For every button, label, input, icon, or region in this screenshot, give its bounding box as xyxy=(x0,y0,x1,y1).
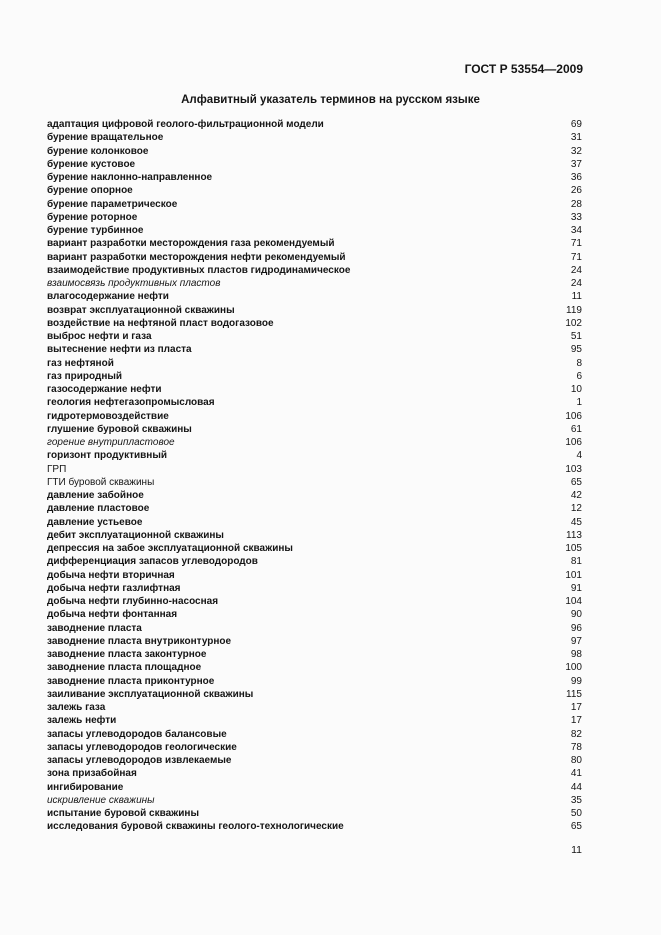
index-term: депрессия на забое эксплуатационной скважины xyxy=(47,543,293,554)
index-page-ref: 11 xyxy=(571,291,582,303)
index-entry xyxy=(47,463,582,476)
index-entry xyxy=(47,224,582,237)
index-term: бурение вращательное xyxy=(47,132,164,144)
index-page-ref: 69 xyxy=(570,119,582,130)
index-entry xyxy=(47,569,582,582)
index-term: газ природный xyxy=(47,370,123,382)
index-entry xyxy=(47,688,582,701)
index-page-ref: 81 xyxy=(570,556,582,568)
index-term: залежь нефти xyxy=(47,715,117,727)
index-term: добыча нефти фонтанная xyxy=(47,609,178,621)
index-page-ref: 82 xyxy=(570,728,582,740)
index-term: запасы углеводородов балансовые xyxy=(47,728,227,740)
index-term: зона призабойная xyxy=(47,768,137,780)
index-page-ref: 4 xyxy=(576,450,582,462)
index-entry xyxy=(47,622,582,635)
index-page-ref: 78 xyxy=(570,741,582,753)
index-entry xyxy=(47,754,582,767)
index-entry xyxy=(47,741,582,754)
index-page-ref: 24 xyxy=(570,278,582,289)
index-page-ref: 61 xyxy=(570,423,582,435)
index-entry xyxy=(47,145,582,158)
index-entry xyxy=(47,542,582,555)
index-term: бурение кустовое xyxy=(47,158,136,170)
index-page-ref: 65 xyxy=(570,476,582,488)
index-entry xyxy=(47,436,582,449)
index-page-ref: 44 xyxy=(570,781,582,793)
index-page-ref: 33 xyxy=(570,211,582,223)
index-page-ref: 113 xyxy=(566,529,582,541)
index-term: вариант разработки месторождения газа рекомендуемый xyxy=(47,238,335,250)
index-entry xyxy=(47,781,582,794)
index-term: взаимосвязь продуктивных пластов xyxy=(47,278,221,289)
index-page-ref: 103 xyxy=(565,463,582,475)
index-entry xyxy=(47,529,582,542)
index-page-ref: 34 xyxy=(570,225,582,236)
index-entry xyxy=(47,476,582,489)
index-page-ref: 45 xyxy=(570,516,582,528)
index-entry xyxy=(47,502,582,515)
index-page-ref: 119 xyxy=(566,304,582,316)
index-term: взаимодействие продуктивных пластов гидродинамическое xyxy=(47,264,351,276)
index-term: горизонт продуктивный xyxy=(47,450,168,462)
index-entry xyxy=(47,582,582,595)
index-entry xyxy=(47,290,582,303)
index-page-ref: 102 xyxy=(565,317,582,329)
index-page-ref: 8 xyxy=(576,357,582,369)
index-page-ref: 99 xyxy=(570,675,582,687)
index-entry xyxy=(47,807,582,820)
index-page-ref: 71 xyxy=(570,251,582,263)
index-entry xyxy=(47,449,582,462)
index-page-ref: 41 xyxy=(570,768,582,780)
index-entry xyxy=(47,370,582,383)
index-term: адаптация цифровой геолого-фильтрационной модели xyxy=(47,119,324,130)
index-page-ref: 80 xyxy=(570,755,582,766)
index-term: заводнение пласта законтурное xyxy=(47,649,207,660)
index-term: добыча нефти вторичная xyxy=(47,569,175,581)
index-term: добыча нефти глубинно-насосная xyxy=(47,596,219,607)
index-page-ref: 51 xyxy=(570,331,582,342)
index-entry xyxy=(47,423,582,436)
index-page-ref: 65 xyxy=(570,821,582,833)
index-page-ref: 6 xyxy=(576,370,582,382)
index-term: вытеснение нефти из пласта xyxy=(47,344,192,356)
index-page-ref: 71 xyxy=(570,238,582,250)
index-entry xyxy=(47,516,582,529)
index-term: газ нефтяной xyxy=(47,357,114,369)
index-term: глушение буровой скважины xyxy=(47,423,192,435)
index-term: бурение параметрическое xyxy=(47,198,178,210)
index-entry xyxy=(47,675,582,688)
index-entry xyxy=(47,383,582,396)
index-term: заводнение пласта xyxy=(47,622,142,634)
index-entry xyxy=(47,277,582,290)
index-entry xyxy=(47,608,582,621)
index-entry xyxy=(47,701,582,714)
index-entry xyxy=(47,635,582,648)
index-entry xyxy=(47,555,582,568)
index-entry xyxy=(47,396,582,409)
index-entry xyxy=(47,158,582,171)
index-entry xyxy=(47,330,582,343)
index-entry xyxy=(47,794,582,807)
index-page-ref: 31 xyxy=(570,132,582,144)
index-entry xyxy=(47,767,582,780)
index-entry xyxy=(47,251,582,264)
index-term: газосодержание нефти xyxy=(47,384,162,395)
index-entry xyxy=(47,304,582,317)
index-term: дебит эксплуатационной скважины xyxy=(47,529,224,541)
index-page-ref: 17 xyxy=(570,715,582,727)
index-term: давление забойное xyxy=(47,490,144,501)
index-entry xyxy=(47,198,582,211)
index-term: давление устьевое xyxy=(47,516,143,528)
index-page-ref: 97 xyxy=(570,635,582,647)
index-page-ref: 1 xyxy=(576,397,582,409)
index-page-ref: 35 xyxy=(570,794,582,806)
index-entry xyxy=(47,489,582,502)
index-page-ref: 36 xyxy=(570,172,582,183)
index-entry xyxy=(47,343,582,356)
index-term: запасы углеводородов извлекаемые xyxy=(47,755,232,766)
index-entry xyxy=(47,661,582,674)
index-page-ref: 98 xyxy=(570,649,582,660)
index-page-ref: 106 xyxy=(565,437,582,448)
index-entry xyxy=(47,595,582,608)
index-term: бурение наклонно-направленное xyxy=(47,172,213,183)
index-entry xyxy=(47,171,582,184)
index-entry xyxy=(47,648,582,661)
page-title: Алфавитный указатель терминов на русском языке xyxy=(181,94,480,106)
index-page-ref: 105 xyxy=(565,543,582,554)
index-term: заиливание эксплуатационной скважины xyxy=(47,688,254,700)
index-page-ref: 115 xyxy=(566,688,582,700)
term-index xyxy=(47,118,582,834)
index-entry xyxy=(47,264,582,277)
index-term: заводнение пласта внутриконтурное xyxy=(47,635,232,647)
index-term: бурение колонковое xyxy=(47,145,149,157)
index-term: влагосодержание нефти xyxy=(47,291,169,303)
index-page-ref: 91 xyxy=(570,582,582,594)
index-page-ref: 37 xyxy=(570,158,582,170)
index-term: бурение опорное xyxy=(47,185,133,197)
index-term: ГРП xyxy=(47,463,67,475)
index-page-ref: 50 xyxy=(570,808,582,819)
index-term: бурение роторное xyxy=(47,211,138,223)
index-term: ГТИ буровой скважины xyxy=(47,476,155,488)
index-term: залежь газа xyxy=(47,702,106,713)
index-page-ref: 100 xyxy=(565,662,582,674)
index-entry xyxy=(47,317,582,330)
index-term: давление пластовое xyxy=(47,503,150,515)
index-term: гидротермовоздействие xyxy=(47,410,169,422)
index-page-ref: 12 xyxy=(570,503,582,515)
index-term: геология нефтегазопромысловая xyxy=(47,397,215,409)
index-page-ref: 90 xyxy=(570,609,582,621)
index-page-ref: 17 xyxy=(570,702,582,713)
index-term: дифференциация запасов углеводородов xyxy=(47,556,258,568)
index-term: запасы углеводородов геологические xyxy=(47,741,237,753)
index-page-ref: 26 xyxy=(570,185,582,197)
index-entry xyxy=(47,357,582,370)
index-entry xyxy=(47,131,582,144)
document-code: ГОСТ Р 53554—2009 xyxy=(464,62,583,76)
index-page-ref: 24 xyxy=(570,264,582,276)
index-term: бурение турбинное xyxy=(47,225,144,236)
index-entry xyxy=(47,118,582,131)
index-term: искривление скважины xyxy=(47,794,155,806)
index-term: горение внутрипластовое xyxy=(47,437,175,448)
index-page-ref: 10 xyxy=(570,384,582,395)
index-term: выброс нефти и газа xyxy=(47,331,152,342)
index-page-ref: 96 xyxy=(570,622,582,634)
index-entry xyxy=(47,184,582,197)
index-page-ref: 101 xyxy=(565,569,582,581)
index-entry xyxy=(47,237,582,250)
index-term: заводнение пласта приконтурное xyxy=(47,675,215,687)
index-page-ref: 32 xyxy=(570,145,582,157)
index-term: воздействие на нефтяной пласт водогазовое xyxy=(47,317,274,329)
index-entry xyxy=(47,410,582,423)
index-term: возврат эксплуатационной скважины xyxy=(47,304,235,316)
index-term: исследования буровой скважины геолого-технологические xyxy=(47,821,344,833)
index-page-ref: 106 xyxy=(565,410,582,422)
index-page-ref: 104 xyxy=(565,596,582,607)
index-entry xyxy=(47,714,582,727)
index-entry xyxy=(47,820,582,833)
page-number: 11 xyxy=(571,844,582,856)
index-page-ref: 42 xyxy=(570,490,582,501)
index-term: добыча нефти газлифтная xyxy=(47,582,181,594)
index-term: вариант разработки месторождения нефти рекомендуемый xyxy=(47,251,346,263)
index-term: ингибирование xyxy=(47,781,124,793)
index-term: испытание буровой скважины xyxy=(47,808,199,819)
index-page-ref: 28 xyxy=(570,198,582,210)
index-entry xyxy=(47,728,582,741)
index-entry xyxy=(47,211,582,224)
index-term: заводнение пласта площадное xyxy=(47,662,202,674)
index-page-ref: 95 xyxy=(570,344,582,356)
